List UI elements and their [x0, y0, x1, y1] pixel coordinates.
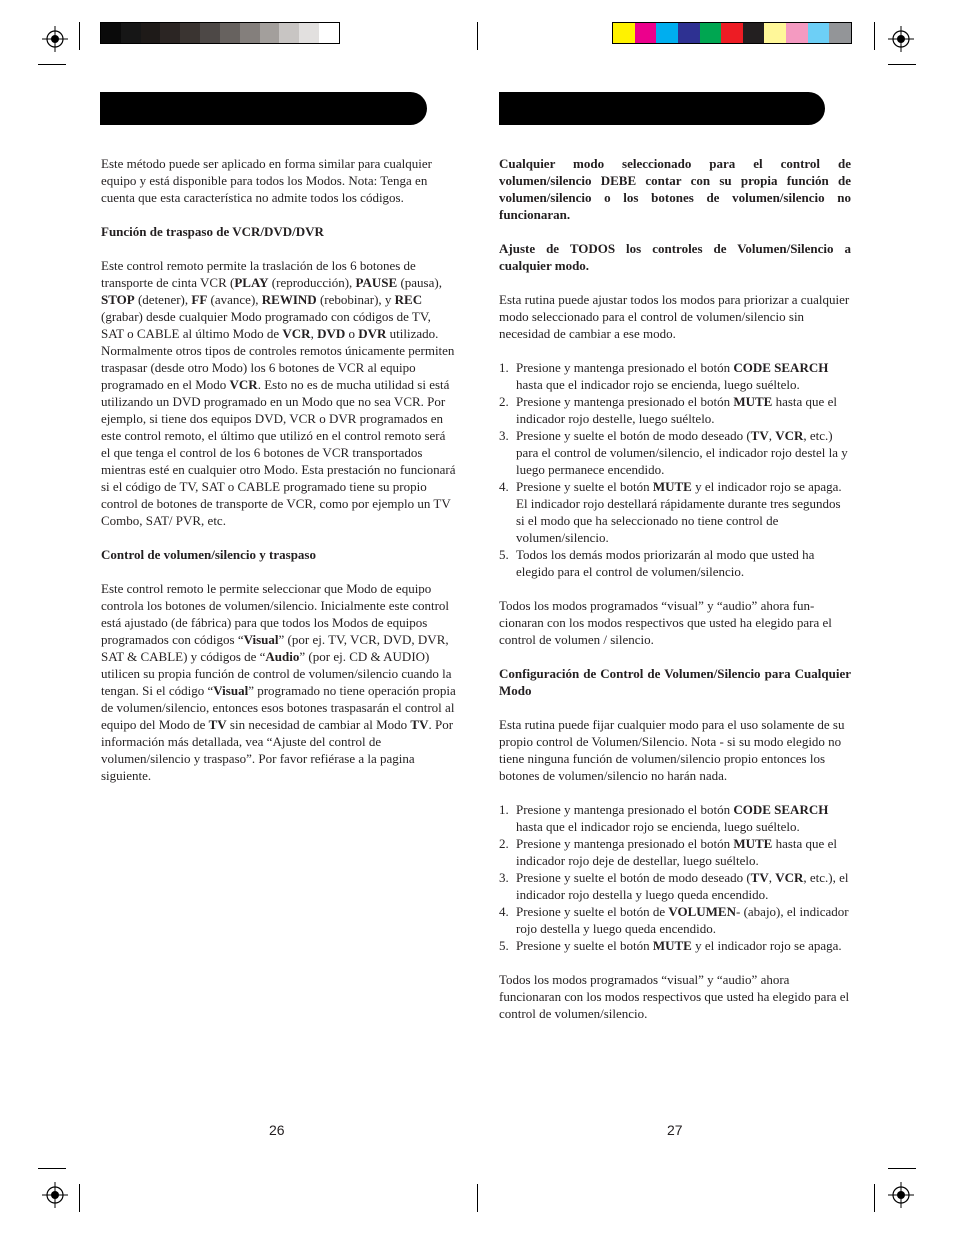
color-calibration-bar	[612, 22, 852, 44]
color-swatch	[678, 23, 700, 43]
crop-mark	[888, 1168, 916, 1169]
body-paragraph: Esta rutina puede fijar cualquier modo para el uso solamente de su propio control de Volumen/Silencio. Nota - si su modo elegido no tiene ninguna función de volumen/silencio propio entonces los botones de volumen/silencio no harán nada.	[499, 717, 845, 783]
list-item: 4. Presione y suelte el botón MUTE y el indicador rojo se apaga. El indicador rojo destellará rápidamente durante tres segundos si el modo que ha seleccionado no tiene control de volumen/silencio.	[499, 479, 842, 545]
color-swatch	[240, 23, 260, 43]
list-item: 1. Presione y mantenga presionado el botón CODE SEARCH hasta que el indicador rojo se encienda, luego suéltelo.	[499, 360, 829, 392]
page-number-right: 27	[667, 1122, 683, 1138]
crop-mark	[38, 64, 66, 65]
registration-mark-icon	[888, 26, 914, 52]
registration-mark-icon	[42, 26, 68, 52]
section-heading: Control de volumen/silencio y traspaso	[101, 547, 316, 562]
list-item: 5. Presione y suelte el botón MUTE y el indicador rojo se apaga.	[499, 938, 842, 953]
color-swatch	[200, 23, 220, 43]
crop-mark	[477, 22, 478, 50]
steps-list	[499, 359, 851, 580]
color-swatch	[635, 23, 657, 43]
color-swatch	[160, 23, 180, 43]
color-swatch	[829, 23, 851, 43]
color-swatch	[220, 23, 240, 43]
color-swatch	[721, 23, 743, 43]
color-swatch	[700, 23, 722, 43]
crop-mark	[874, 22, 875, 50]
crop-mark	[874, 1184, 875, 1212]
registration-mark-icon	[42, 1182, 68, 1208]
list-item: 5. Todos los demás modos priorizarán al modo que usted ha elegido para el control de volumen/silencio.	[499, 547, 815, 579]
section-heading: Ajuste de TODOS los controles de Volumen/Silencio a cualquier modo.	[499, 241, 851, 273]
steps-list	[499, 801, 851, 954]
crop-mark	[477, 1184, 478, 1212]
list-item: 3. Presione y suelte el botón de modo deseado (TV, VCR, etc.) para el control de volumen/silencio, el indicador rojo destel la y luego permanece encendido.	[499, 428, 848, 477]
color-swatch	[319, 23, 339, 43]
crop-mark	[38, 1168, 66, 1169]
section-heading: Función de traspaso de VCR/DVD/DVR	[101, 224, 324, 239]
list-item: 3. Presione y suelte el botón de modo deseado (TV, VCR, etc.), el indicador rojo destella y luego queda encendido.	[499, 870, 849, 902]
color-swatch	[141, 23, 161, 43]
color-swatch	[743, 23, 765, 43]
color-swatch	[656, 23, 678, 43]
grayscale-calibration-bar	[100, 22, 340, 44]
intro-paragraph: Este método puede ser aplicado en forma similar para cualquier equipo y está disponible para todos los Modos. Nota: Tenga en cuenta que esta característica no admite todos los códigos.	[101, 156, 433, 205]
color-swatch	[101, 23, 121, 43]
color-swatch	[808, 23, 830, 43]
list-item: 2. Presione y mantenga presionado el botón MUTE hasta que el indicador rojo deje de destellar, luego suéltelo.	[499, 836, 837, 868]
list-item: 4. Presione y suelte el botón de VOLUMEN- (abajo), el indicador rojo destella y luego queda encendido.	[499, 904, 849, 936]
left-column	[101, 155, 456, 801]
body-paragraph: Este control remoto permite la traslación de los 6 botones de transporte de cinta VCR (PLAY (reproducción), PAUSE (pausa), STOP (detener), FF (avance), REWIND (rebobinar), y REC (grabar) desde cualquier Modo programado con códigos de TV, SAT o CABLE al último Modo de VCR, DVD o DVR utilizado. Normalmente otros tipos de controles remotos únicamente permiten traspasar (desde otro Modo) los 6 botones de VCR al equipo programado en el Modo VCR. Esto no es de mucha utilidad si está utilizando un DVD programado en un Modo que no sea VCR. Por ejemplo, si tiene dos equipos DVD, VCR o DVR programados en este control remoto, el último que utilizó en el control remoto será el que tenga el control de los 6 botones de VCR transportados mientras esté en cualquier otro Modo. Esta prestación no funcionará si el código de TV, SAT o CABLE programado tiene su propio control de botones de transporte de VCR, como por ejemplo un TV Combo, SAT/ PVR, etc.	[101, 258, 456, 528]
color-swatch	[786, 23, 808, 43]
right-column	[499, 155, 851, 1039]
crop-mark	[79, 22, 80, 50]
color-swatch	[764, 23, 786, 43]
color-swatch	[279, 23, 299, 43]
body-paragraph: Esta rutina puede ajustar todos los modos para priorizar a cualquier modo seleccionado para el control de volumen/silencio sin necesidad de cambiar a ese modo.	[499, 292, 850, 341]
crop-mark	[79, 1184, 80, 1212]
right-header-bar	[499, 92, 825, 125]
body-paragraph: Todos los modos programados “visual” y “audio” ahora funcionaran con los modos respectivos que usted ha elegido para el control de volumen/silencio.	[499, 972, 850, 1021]
section-heading: Configuración de Control de Volumen/Silencio para Cualquier Modo	[499, 666, 851, 698]
body-paragraph: Este control remoto le permite seleccionar que Modo de equipo controla los botones de volumen/silencio. Inicialmente este control está ajustado (de fábrica) para que todos los Modos de equipos programados con códigos “Visual” (por ej. TV, VCR, DVD, DVR, SAT & CABLE) y códigos de “Audio” (por ej. CD & AUDIO) utilicen su propia función de control de volumen/silencio cuando la tengan. Si el código “Visual” programado no tiene operación propia de volumen/silencio, entonces esos botones traspasarán el control al equipo del Modo de TV sin necesidad de cambiar al Modo TV. Por información más detallada, vea “Ajuste del control de volumen/silencio y traspaso”. Por favor refiérase a la pagina siguiente.	[101, 581, 456, 783]
list-item: 2. Presione y mantenga presionado el botón MUTE hasta que el indicador rojo destelle, luego suéltelo.	[499, 394, 837, 426]
page-number-left: 26	[269, 1122, 285, 1138]
crop-mark	[888, 64, 916, 65]
color-swatch	[180, 23, 200, 43]
list-item: 1. Presione y mantenga presionado el botón CODE SEARCH hasta que el indicador rojo se encienda, luego suéltelo.	[499, 802, 829, 834]
color-swatch	[299, 23, 319, 43]
color-swatch	[260, 23, 280, 43]
registration-mark-icon	[888, 1182, 914, 1208]
body-paragraph: Todos los modos programados “visual” y “audio” ahora fun-cionaran con los modos respectivos que usted ha elegido para el control de volumen / silencio.	[499, 598, 832, 647]
left-header-bar	[100, 92, 427, 125]
color-swatch	[121, 23, 141, 43]
color-swatch	[613, 23, 635, 43]
warning-paragraph: Cualquier modo seleccionado para el control de volumen/silencio DEBE contar con su propia función de volumen/silencio o los botones de volumen/silencio no funcionaran.	[499, 156, 851, 222]
